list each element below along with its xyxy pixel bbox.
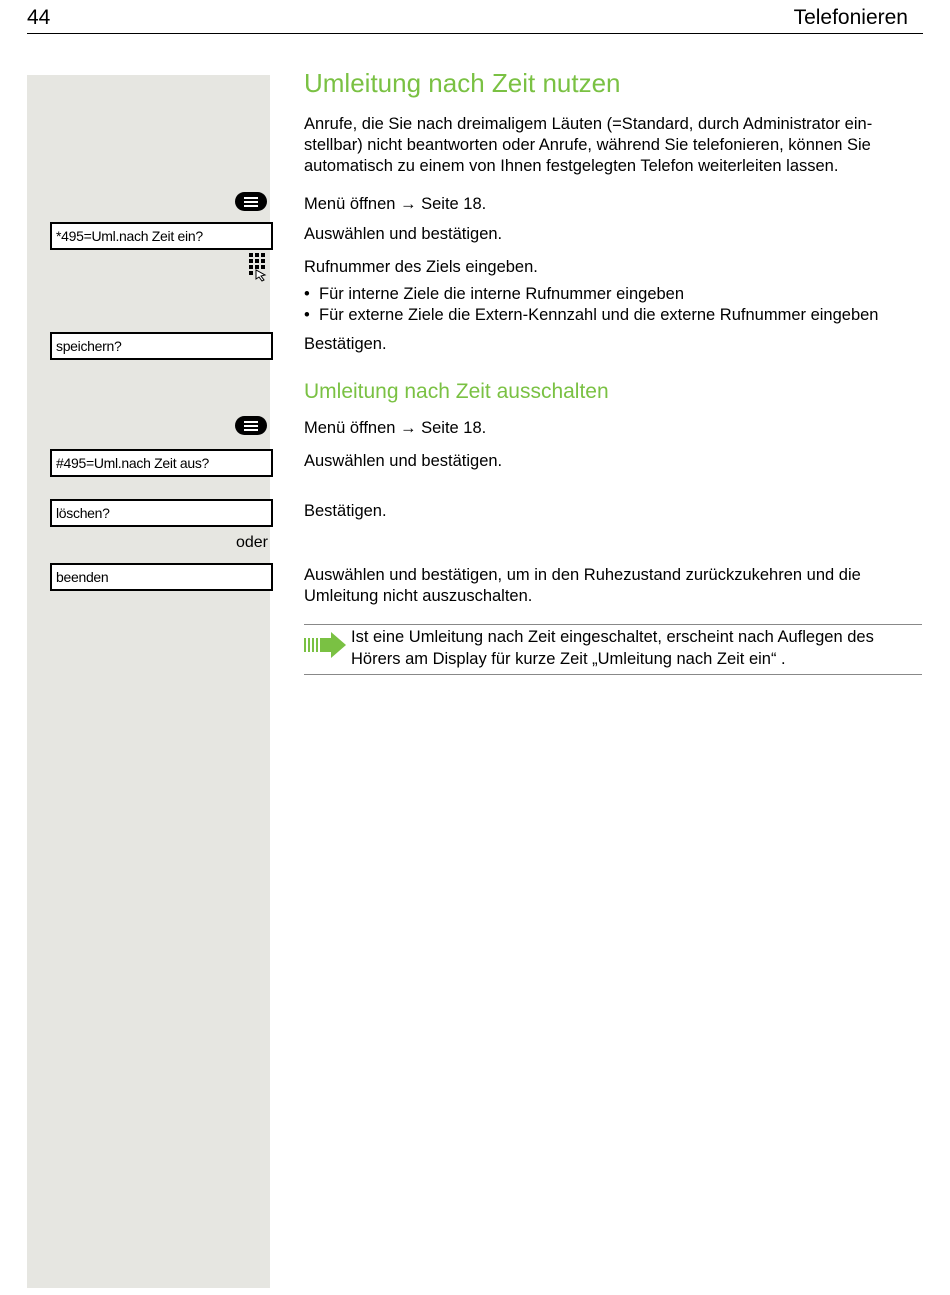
step-select-confirm-2: Auswählen und bestätigen. xyxy=(304,452,503,470)
step-end: Auswählen und bestätigen, um in den Ruhezustand zurückzukehren und die Umleitung nicht auszuschalten. xyxy=(304,566,861,605)
step-confirm: Bestätigen. xyxy=(304,335,387,353)
subsection-title: Umleitung nach Zeit ausschalten xyxy=(304,380,609,403)
note-arrow-icon xyxy=(304,632,346,658)
display-save[interactable]: speichern? xyxy=(50,332,273,360)
or-label: oder xyxy=(235,534,268,551)
note-bottom-rule xyxy=(304,674,922,675)
bullet-external-text: Für externe Ziele die Extern-Kennzahl und die externe Rufnummer eingeben xyxy=(319,306,879,324)
section-title: Umleitung nach Zeit nutzen xyxy=(304,68,621,98)
display-delete[interactable]: löschen? xyxy=(50,499,273,527)
bullet-external: • Für externe Ziele die Extern-Kennzahl und die externe Rufnummer eingeben xyxy=(304,306,879,324)
step-confirm-2: Bestätigen. xyxy=(304,502,387,520)
page-number: 44 xyxy=(27,6,51,29)
step-enter-number: Rufnummer des Ziels eingeben. xyxy=(304,258,538,276)
step-select-confirm: Auswählen und bestätigen. xyxy=(304,225,503,243)
menu-key-icon xyxy=(235,416,267,435)
display-option-off[interactable]: #495=Uml.nach Zeit aus? xyxy=(50,449,273,477)
chapter-title: Telefonieren xyxy=(793,6,908,29)
step-open-menu-2: Menü öffnen → Seite 18. xyxy=(304,419,487,437)
intro-paragraph: Anrufe, die Sie nach dreimaligem Läuten (=Standard, durch Administrator ein-stellbar) nicht beantworten oder Anrufe, während Sie telefonieren, können Sie automatisch zu einem von Ihnen festgelegten Telefon weiterleiten lassen. xyxy=(304,115,873,175)
note-top-rule xyxy=(304,624,922,625)
display-option-on[interactable]: *495=Uml.nach Zeit ein? xyxy=(50,222,273,250)
step-open-menu: Menü öffnen → Seite 18. xyxy=(304,195,487,213)
bullet-internal-text: Für interne Ziele die interne Rufnummer eingeben xyxy=(319,285,685,303)
keypad-icon xyxy=(247,252,269,282)
left-panel xyxy=(27,75,270,1288)
note-text: Ist eine Umleitung nach Zeit eingeschaltet, erscheint nach Auflegen des Hörers am Display für kurze Zeit „Umleitung nach Zeit ein“ . xyxy=(351,628,874,668)
menu-key-icon xyxy=(235,192,267,211)
bullet-internal: • Für interne Ziele die interne Rufnummer eingeben xyxy=(304,285,685,303)
header-divider xyxy=(27,33,923,34)
display-end[interactable]: beenden xyxy=(50,563,273,591)
